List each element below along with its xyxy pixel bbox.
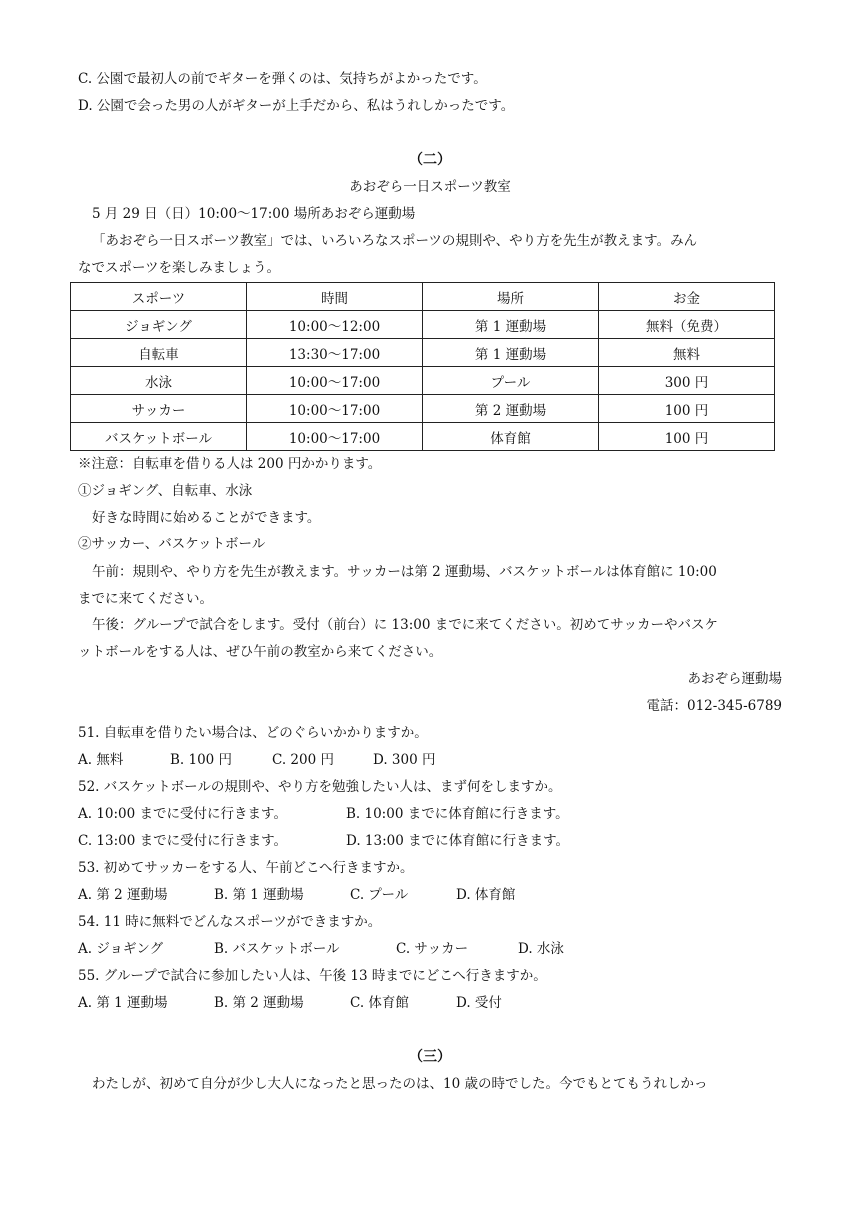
answer-option: A. ジョギング xyxy=(78,941,164,957)
table-cell: 水泳 xyxy=(71,367,247,395)
answer-option: D. 300 円 xyxy=(373,752,436,768)
table-header-cell: お金 xyxy=(599,283,775,311)
answer-option: B. 100 円 xyxy=(170,752,233,768)
question-55-options xyxy=(78,994,502,1012)
table-row xyxy=(71,395,775,423)
table-cell: ジョギング xyxy=(71,311,247,339)
sports-schedule-table xyxy=(70,282,775,451)
answer-option: B. バスケットボール xyxy=(214,941,340,957)
phone-number: 電話：012-345-6789 xyxy=(646,698,782,714)
table-row xyxy=(71,367,775,395)
note-1-title: ①ジョギング、自転車、水泳 xyxy=(78,483,253,499)
table-cell: 10:00～17:00 xyxy=(247,367,423,395)
table-header-cell: 場所 xyxy=(423,283,599,311)
table-cell: 300 円 xyxy=(599,367,775,395)
table-cell: 100 円 xyxy=(599,423,775,451)
question-54-options xyxy=(78,940,564,958)
table-header-cell: 時間 xyxy=(247,283,423,311)
answer-option: D. 受付 xyxy=(456,995,502,1011)
note-2-title: ②サッカー、バスケットボール xyxy=(78,536,266,552)
section-heading-3: （三） xyxy=(409,1049,451,1065)
question-54: 54. 11 時に無料でどんなスポーツができますか。 xyxy=(78,914,382,930)
table-cell: 無料 xyxy=(599,339,775,367)
answer-option: B. 10:00 までに体育館に行きます。 xyxy=(346,806,569,822)
intro-paragraph-line-2: なでスポーツを楽しみましょう。 xyxy=(78,260,280,276)
question-53: 53. 初めてサッカーをする人、午前どこへ行きますか。 xyxy=(78,860,414,876)
answer-option: C. プール xyxy=(350,887,409,903)
table-cell: 自転車 xyxy=(71,339,247,367)
section-3-paragraph: わたしが、初めて自分が少し大人になったと思ったのは、10 歳の時でした。今でもとてもうれしかっ xyxy=(92,1076,708,1092)
note-1-body: 好きな時間に始めることができます。 xyxy=(92,510,321,526)
question-55: 55. グループで試合に参加したい人は、午後 13 時までにどこへ行きますか。 xyxy=(78,968,547,984)
table-row xyxy=(71,311,775,339)
table-cell: プール xyxy=(423,367,599,395)
answer-option: A. 無料 xyxy=(78,752,124,768)
answer-option: B. 第 1 運動場 xyxy=(214,887,304,903)
answer-option: C. 体育館 xyxy=(350,995,409,1011)
question-52-options-row-2 xyxy=(78,832,569,850)
note-2-morning-line-2: までに来てください。 xyxy=(78,591,213,607)
question-52: 52. バスケットボールの規則や、やり方を勉強したい人は、まず何をしますか。 xyxy=(78,779,562,795)
note-2-morning-line-1: 午前：規則や、やり方を先生が教えます。サッカーは第 2 運動場、バスケットボールは体育館に 10:00 xyxy=(92,564,717,580)
question-53-options xyxy=(78,886,515,904)
table-cell: 10:00～12:00 xyxy=(247,311,423,339)
question-51: 51. 自転車を借りたい場合は、どのぐらいかかりますか。 xyxy=(78,725,428,741)
note-2-afternoon-line-2: ットボールをする人は、ぜひ午前の教室から来てください。 xyxy=(78,644,443,660)
table-cell: 10:00～17:00 xyxy=(247,395,423,423)
answer-option: C. 13:00 までに受付に行きます。 xyxy=(78,833,288,849)
question-52-options-row-1 xyxy=(78,805,569,823)
table-row xyxy=(71,423,775,451)
table-cell: 体育館 xyxy=(423,423,599,451)
table-cell: 無料（免费） xyxy=(599,311,775,339)
answer-option: C. 200 円 xyxy=(272,752,334,768)
option-d-text: D. 公園で会った男の人がギターが上手だから、私はうれしかったです。 xyxy=(78,98,515,114)
answer-option: A. 第 1 運動場 xyxy=(78,995,168,1011)
answer-option: A. 10:00 までに受付に行きます。 xyxy=(78,806,287,822)
event-date-line: 5 月 29 日（日）10:00～17:00 場所あおぞら運動場 xyxy=(92,206,416,222)
table-cell: 100 円 xyxy=(599,395,775,423)
table-cell: 第 1 運動場 xyxy=(423,311,599,339)
table-cell: 10:00～17:00 xyxy=(247,423,423,451)
signature: あおぞら運動場 xyxy=(687,671,782,687)
table-row xyxy=(71,339,775,367)
answer-option: A. 第 2 運動場 xyxy=(78,887,168,903)
table-cell: サッカー xyxy=(71,395,247,423)
answer-option: D. 13:00 までに体育館に行きます。 xyxy=(346,833,570,849)
section-title: あおぞら一日スポーツ教室 xyxy=(349,179,511,195)
table-header-row xyxy=(71,283,775,311)
table-cell: 13:30～17:00 xyxy=(247,339,423,367)
caution-note: ※注意：自転車を借りる人は 200 円かかります。 xyxy=(78,456,382,472)
answer-option: D. 体育館 xyxy=(456,887,516,903)
answer-option: D. 水泳 xyxy=(518,941,564,957)
section-heading-2: （二） xyxy=(409,152,451,168)
question-51-options xyxy=(78,751,435,769)
intro-paragraph-line-1: 「あおぞら一日スボーツ教室」では、いろいろなスポーツの規則や、やり方を先生が教えます。みん xyxy=(92,233,698,249)
table-cell: 第 2 運動場 xyxy=(423,395,599,423)
table-header-cell: スポーツ xyxy=(71,283,247,311)
table-cell: 第 1 運動場 xyxy=(423,339,599,367)
table-cell: バスケットボール xyxy=(71,423,247,451)
answer-option: B. 第 2 運動場 xyxy=(214,995,304,1011)
option-c-text: C. 公園で最初人の前でギターを弾くのは、気持ちがよかったです。 xyxy=(78,71,487,87)
answer-option: C. サッカー xyxy=(396,941,469,957)
note-2-afternoon-line-1: 午後：グループで試合をします。受付（前台）に 13:00 までに来てください。初めてサッカーやバスケ xyxy=(92,617,718,633)
